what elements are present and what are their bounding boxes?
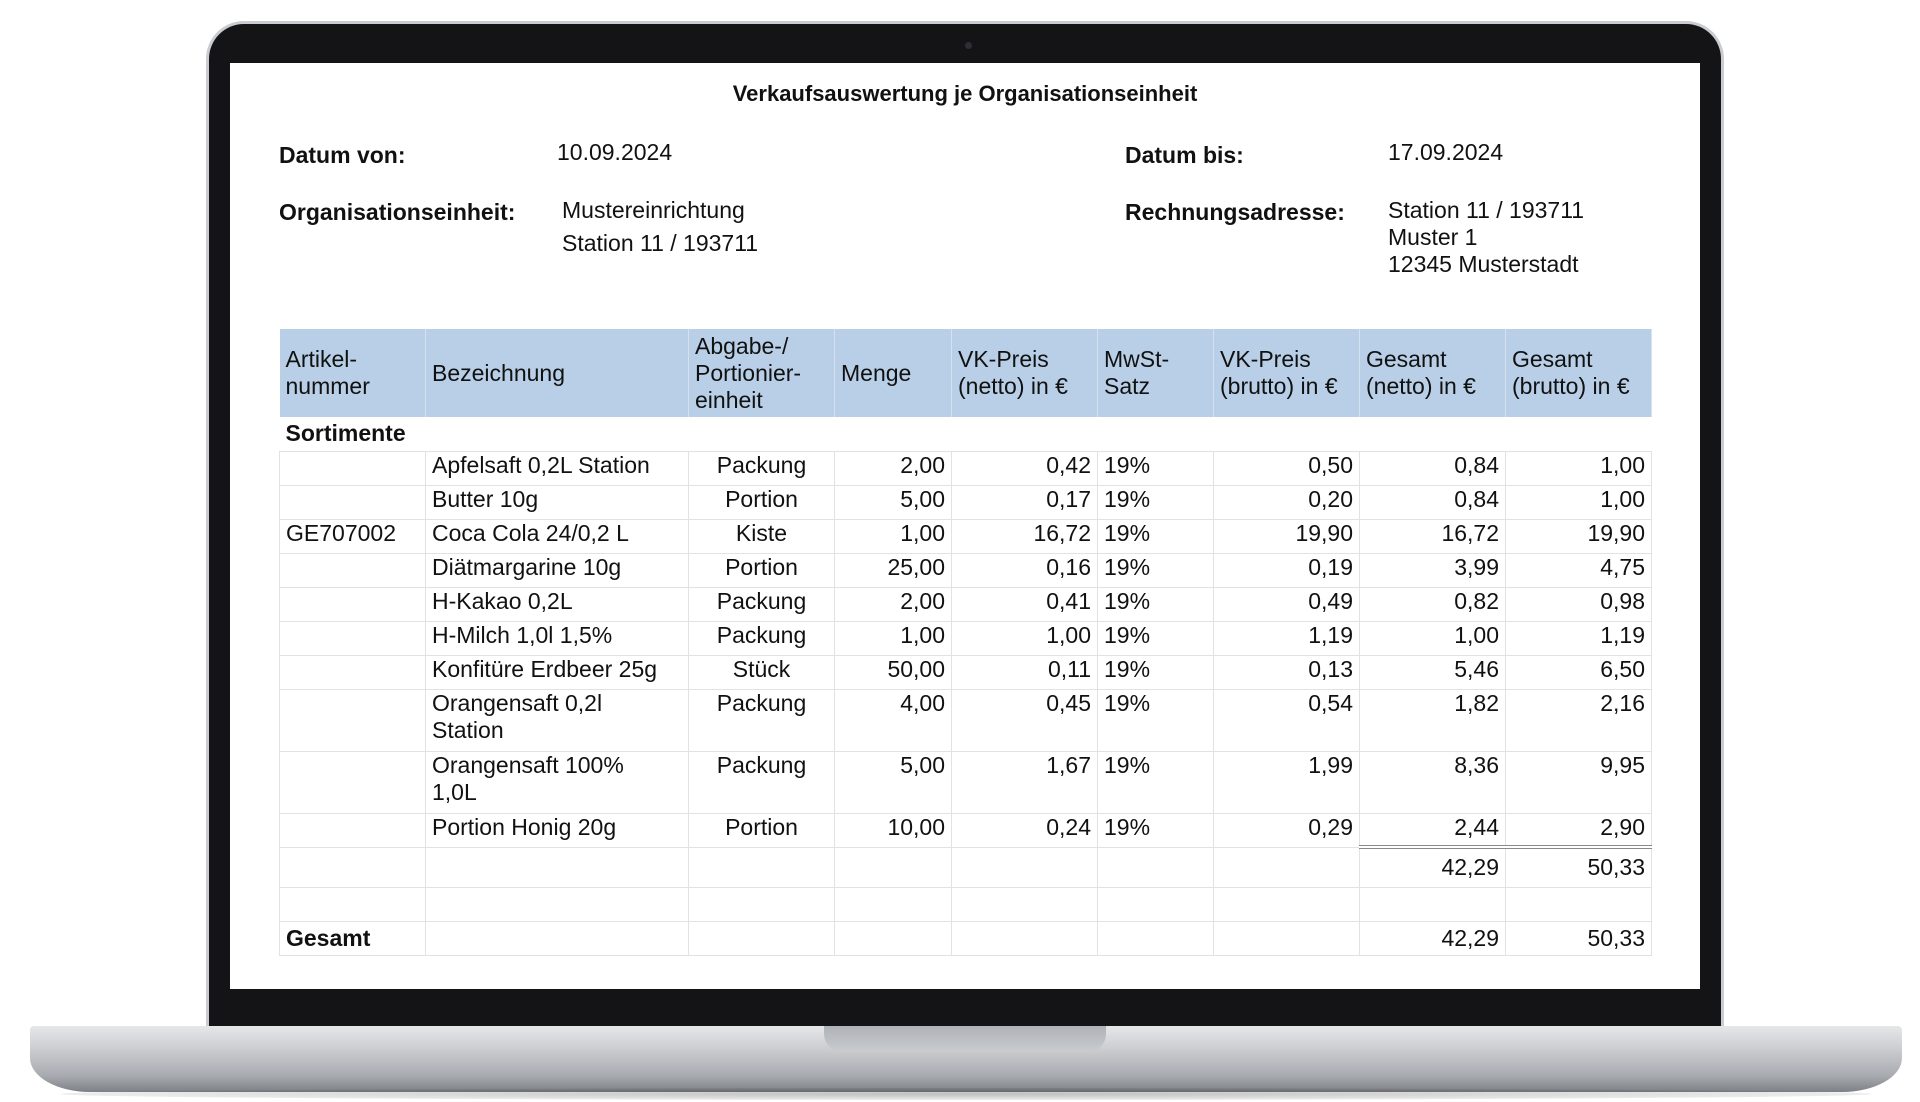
cell-vat: 19% (1098, 621, 1214, 655)
cell-total-net: 0,82 (1360, 587, 1506, 621)
cell-qty: 2,00 (835, 587, 952, 621)
cell-unit: Packung (689, 689, 835, 751)
cell-article (280, 587, 426, 621)
org-label: Organisationseinheit: (279, 199, 516, 225)
cell-article (280, 621, 426, 655)
cell-name: Konfitüre Erdbeer 25g (426, 655, 689, 689)
header-total-gross: Gesamt (brutto) in € (1506, 329, 1652, 417)
cell-total-net: 8,36 (1360, 751, 1506, 813)
subtotal-total-net: 42,29 (1360, 847, 1506, 887)
report-title: Verkaufsauswertung je Organisationseinheit (732, 81, 1198, 106)
empty-cell (280, 847, 426, 887)
table-row (280, 587, 1652, 621)
empty-cell (835, 847, 952, 887)
cell-price-net: 16,72 (952, 519, 1098, 553)
cell-vat: 19% (1098, 655, 1214, 689)
cell-price-net: 0,45 (952, 689, 1098, 751)
cell-price-net: 0,42 (952, 451, 1098, 485)
cell-article (280, 451, 426, 485)
cell-qty: 5,00 (835, 485, 952, 519)
empty-cell (835, 921, 952, 955)
cell-total-gross: 19,90 (1506, 519, 1652, 553)
cell-name: Orangensaft 0,2l Station (426, 689, 689, 751)
cell-unit: Stück (689, 655, 835, 689)
cell-name: H-Kakao 0,2L (426, 587, 689, 621)
cell-qty: 4,00 (835, 689, 952, 751)
cell-qty: 1,00 (835, 621, 952, 655)
cell-article (280, 813, 426, 847)
cell-total-gross: 2,16 (1506, 689, 1652, 751)
empty-cell (280, 887, 426, 921)
empty-cell (952, 887, 1098, 921)
group-row (280, 417, 1652, 451)
cell-unit: Portion (689, 553, 835, 587)
empty-cell (426, 847, 689, 887)
empty-cell (1214, 887, 1360, 921)
empty-cell (952, 847, 1098, 887)
cell-total-gross: 9,95 (1506, 751, 1652, 813)
cell-qty: 2,00 (835, 451, 952, 485)
empty-cell (835, 887, 952, 921)
cell-price-net: 1,67 (952, 751, 1098, 813)
table-row (280, 451, 1652, 485)
cell-vat: 19% (1098, 485, 1214, 519)
cell-total-net: 1,00 (1360, 621, 1506, 655)
cell-total-gross: 0,98 (1506, 587, 1652, 621)
cell-total-gross: 2,90 (1506, 813, 1652, 847)
cell-unit: Packung (689, 587, 835, 621)
cell-vat: 19% (1098, 689, 1214, 751)
table-row (280, 655, 1652, 689)
cell-unit: Packung (689, 751, 835, 813)
cell-price-gross: 0,29 (1214, 813, 1360, 847)
header-qty: Menge (835, 329, 952, 417)
org-value (562, 197, 758, 257)
cell-price-net: 0,41 (952, 587, 1098, 621)
cell-name: Coca Cola 24/0,2 L (426, 519, 689, 553)
header-article: Artikel- nummer (280, 329, 426, 417)
empty-cell (1098, 847, 1214, 887)
billing-label: Rechnungsadresse: (1125, 199, 1345, 225)
total-row (280, 921, 1652, 955)
cell-price-gross: 1,19 (1214, 621, 1360, 655)
cell-name: Apfelsaft 0,2L Station (426, 451, 689, 485)
cell-total-gross: 1,00 (1506, 485, 1652, 519)
table-row (280, 813, 1652, 847)
cell-qty: 5,00 (835, 751, 952, 813)
cell-price-net: 0,24 (952, 813, 1098, 847)
empty-cell (689, 847, 835, 887)
laptop-shadow (60, 1088, 1872, 1100)
cell-qty: 10,00 (835, 813, 952, 847)
billing-line: Station 11 / 193711 (1388, 197, 1585, 223)
empty-cell (952, 921, 1098, 955)
header-unit: Abgabe-/ Portionier- einheit (689, 329, 835, 417)
cell-price-net: 1,00 (952, 621, 1098, 655)
cell-price-net: 0,16 (952, 553, 1098, 587)
empty-cell (689, 887, 835, 921)
table-row (280, 621, 1652, 655)
cell-total-gross: 1,00 (1506, 451, 1652, 485)
cell-vat: 19% (1098, 813, 1214, 847)
cell-article (280, 689, 426, 751)
cell-unit: Kiste (689, 519, 835, 553)
cell-name: Butter 10g (426, 485, 689, 519)
cell-total-net: 2,44 (1360, 813, 1506, 847)
cell-total-net: 16,72 (1360, 519, 1506, 553)
cell-price-gross: 0,13 (1214, 655, 1360, 689)
date-to-value: 17.09.2024 (1388, 139, 1504, 165)
date-from-label: Datum von: (279, 142, 406, 168)
org-line: Mustereinrichtung (562, 197, 745, 223)
empty-cell (1098, 921, 1214, 955)
camera-icon (965, 42, 972, 49)
cell-price-gross: 0,20 (1214, 485, 1360, 519)
table-header-row (280, 329, 1652, 417)
table-row (280, 553, 1652, 587)
cell-unit: Portion (689, 485, 835, 519)
total-label: Gesamt (280, 921, 426, 955)
cell-article (280, 485, 426, 519)
cell-name: Diätmargarine 10g (426, 553, 689, 587)
header-vat: MwSt- Satz (1098, 329, 1214, 417)
cell-price-net: 0,17 (952, 485, 1098, 519)
empty-cell (1506, 887, 1652, 921)
cell-name: Orangensaft 100% 1,0L (426, 751, 689, 813)
cell-price-gross: 1,99 (1214, 751, 1360, 813)
screen (230, 63, 1700, 989)
table-row (280, 485, 1652, 519)
subtotal-total-gross: 50,33 (1506, 847, 1652, 887)
cell-price-net: 0,11 (952, 655, 1098, 689)
empty-cell (689, 921, 835, 955)
cell-vat: 19% (1098, 519, 1214, 553)
cell-total-net: 1,82 (1360, 689, 1506, 751)
empty-cell (426, 887, 689, 921)
cell-qty: 1,00 (835, 519, 952, 553)
empty-cell (426, 921, 689, 955)
table-row (280, 689, 1652, 751)
header-name: Bezeichnung (426, 329, 689, 417)
total-total-gross: 50,33 (1506, 921, 1652, 955)
cell-qty: 50,00 (835, 655, 952, 689)
cell-name: Portion Honig 20g (426, 813, 689, 847)
org-line: Station 11 / 193711 (562, 230, 759, 256)
cell-price-gross: 19,90 (1214, 519, 1360, 553)
billing-value (1388, 197, 1584, 278)
subtotal-row (280, 847, 1652, 887)
cell-article (280, 751, 426, 813)
cell-unit: Packung (689, 451, 835, 485)
cell-total-gross: 6,50 (1506, 655, 1652, 689)
cell-qty: 25,00 (835, 553, 952, 587)
empty-cell (1214, 847, 1360, 887)
group-label: Sortimente (285, 420, 406, 447)
cell-name: H-Milch 1,0l 1,5% (426, 621, 689, 655)
blank-row (280, 887, 1652, 921)
cell-price-gross: 0,54 (1214, 689, 1360, 751)
table-row (280, 519, 1652, 553)
cell-price-gross: 0,49 (1214, 587, 1360, 621)
header-price-net: VK-Preis (netto) in € (952, 329, 1098, 417)
cell-total-net: 0,84 (1360, 451, 1506, 485)
cell-vat: 19% (1098, 751, 1214, 813)
cell-total-gross: 1,19 (1506, 621, 1652, 655)
cell-vat: 19% (1098, 553, 1214, 587)
cell-unit: Packung (689, 621, 835, 655)
sales-table (279, 329, 1652, 956)
date-to-label: Datum bis: (1125, 142, 1244, 168)
empty-cell (1098, 887, 1214, 921)
cell-article (280, 553, 426, 587)
cell-vat: 19% (1098, 587, 1214, 621)
cell-total-net: 5,46 (1360, 655, 1506, 689)
total-total-net: 42,29 (1360, 921, 1506, 955)
header-total-net: Gesamt (netto) in € (1360, 329, 1506, 417)
laptop-notch (824, 1026, 1106, 1052)
cell-price-gross: 0,50 (1214, 451, 1360, 485)
header-price-gross: VK-Preis (brutto) in € (1214, 329, 1360, 417)
cell-total-net: 0,84 (1360, 485, 1506, 519)
cell-total-net: 3,99 (1360, 553, 1506, 587)
billing-line: 12345 Musterstadt (1388, 251, 1579, 277)
billing-line: Muster 1 (1388, 224, 1478, 250)
cell-article: GE707002 (280, 519, 426, 553)
empty-cell (1214, 921, 1360, 955)
cell-price-gross: 0,19 (1214, 553, 1360, 587)
cell-article (280, 655, 426, 689)
date-from-value: 10.09.2024 (557, 139, 673, 165)
table-row (280, 751, 1652, 813)
empty-cell (1360, 887, 1506, 921)
cell-total-gross: 4,75 (1506, 553, 1652, 587)
cell-unit: Portion (689, 813, 835, 847)
cell-vat: 19% (1098, 451, 1214, 485)
